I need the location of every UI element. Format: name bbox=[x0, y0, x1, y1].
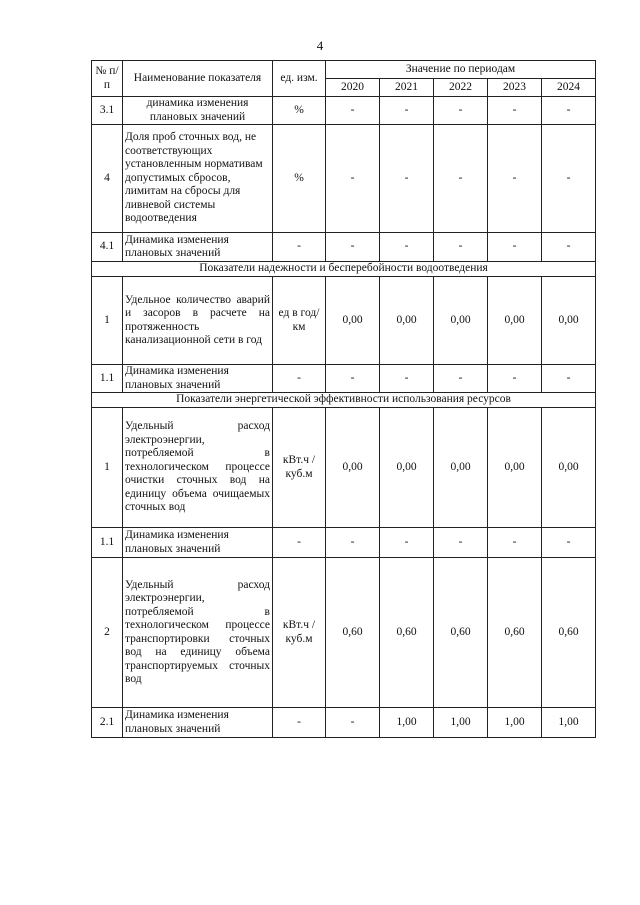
value-cell: 0,00 bbox=[488, 408, 542, 528]
section-title: Показатели надежности и бесперебойности водоотведения bbox=[92, 262, 596, 277]
value-cell: - bbox=[434, 528, 488, 558]
header-year: 2020 bbox=[326, 79, 380, 97]
page-number: 4 bbox=[316, 38, 324, 53]
table-row bbox=[92, 365, 596, 393]
value-cell: - bbox=[542, 365, 596, 393]
value-cell: 0,60 bbox=[380, 558, 434, 708]
value-cell: - bbox=[488, 125, 542, 233]
table-row bbox=[92, 408, 596, 528]
indicator-name: Динамика изменения плановых значений bbox=[123, 233, 273, 262]
value-cell: - bbox=[380, 125, 434, 233]
row-number: 3.1 bbox=[92, 97, 123, 125]
unit-cell: - bbox=[273, 233, 326, 262]
value-cell: 1,00 bbox=[542, 708, 596, 738]
row-number: 4.1 bbox=[92, 233, 123, 262]
value-cell: - bbox=[326, 528, 380, 558]
header-year: 2021 bbox=[380, 79, 434, 97]
value-cell: - bbox=[434, 97, 488, 125]
value-cell: - bbox=[434, 233, 488, 262]
value-cell: - bbox=[488, 365, 542, 393]
header-year: 2024 bbox=[542, 79, 596, 97]
header-name: Наименование показателя bbox=[123, 61, 273, 97]
value-cell: - bbox=[380, 97, 434, 125]
table-row bbox=[92, 233, 596, 262]
header-periods: Значение по периодам bbox=[326, 61, 596, 79]
table-row bbox=[92, 97, 596, 125]
value-cell: 0,00 bbox=[326, 408, 380, 528]
indicators-table bbox=[91, 60, 596, 738]
value-cell: 0,60 bbox=[542, 558, 596, 708]
value-cell: - bbox=[326, 365, 380, 393]
value-cell: 0,00 bbox=[380, 408, 434, 528]
unit-cell: кВт.ч / куб.м bbox=[273, 408, 326, 528]
value-cell: 1,00 bbox=[380, 708, 434, 738]
indicator-name: Удельное количество аварий и засоров в расчете на протяженность канализационной сети в год bbox=[123, 277, 273, 365]
header-year: 2022 bbox=[434, 79, 488, 97]
value-cell: - bbox=[542, 125, 596, 233]
unit-cell: % bbox=[273, 125, 326, 233]
value-cell: - bbox=[434, 365, 488, 393]
value-cell: - bbox=[380, 528, 434, 558]
value-cell: - bbox=[488, 528, 542, 558]
indicator-name: Удельный расход электроэнергии, потребляемой в технологическом процессе очистки сточных вод на единицу объема очищаемых сточных вод bbox=[123, 408, 273, 528]
header-num: № п/п bbox=[92, 61, 123, 97]
table-row bbox=[92, 528, 596, 558]
row-number: 4 bbox=[92, 125, 123, 233]
table-row bbox=[92, 125, 596, 233]
value-cell: 0,00 bbox=[434, 408, 488, 528]
value-cell: - bbox=[488, 97, 542, 125]
value-cell: 0,00 bbox=[542, 408, 596, 528]
indicator-name: динамика изменения плановых значений bbox=[123, 97, 273, 125]
value-cell: 1,00 bbox=[488, 708, 542, 738]
section-title: Показатели энергетической эффективности использования ресурсов bbox=[92, 393, 596, 408]
value-cell: - bbox=[326, 125, 380, 233]
value-cell: - bbox=[434, 125, 488, 233]
row-number: 2 bbox=[92, 558, 123, 708]
unit-cell: - bbox=[273, 528, 326, 558]
header-year: 2023 bbox=[488, 79, 542, 97]
row-number: 2.1 bbox=[92, 708, 123, 738]
value-cell: - bbox=[488, 233, 542, 262]
value-cell: - bbox=[542, 528, 596, 558]
row-number: 1.1 bbox=[92, 365, 123, 393]
value-cell: - bbox=[380, 365, 434, 393]
value-cell: 0,60 bbox=[326, 558, 380, 708]
indicator-name: Удельный расход электроэнергии, потребляемой в технологическом процессе транспортировки сточных вод на единицу объема транспортируемых сточных вод bbox=[123, 558, 273, 708]
value-cell: - bbox=[326, 97, 380, 125]
unit-cell: % bbox=[273, 97, 326, 125]
value-cell: 0,00 bbox=[326, 277, 380, 365]
row-number: 1 bbox=[92, 408, 123, 528]
section-row bbox=[92, 393, 596, 408]
indicator-name: Динамика изменения плановых значений bbox=[123, 708, 273, 738]
unit-cell: - bbox=[273, 708, 326, 738]
value-cell: - bbox=[326, 233, 380, 262]
table-row bbox=[92, 277, 596, 365]
table-row bbox=[92, 558, 596, 708]
header-unit: ед. изм. bbox=[273, 61, 326, 97]
value-cell: 0,00 bbox=[380, 277, 434, 365]
value-cell: 0,00 bbox=[542, 277, 596, 365]
unit-cell: кВт.ч / куб.м bbox=[273, 558, 326, 708]
indicator-name: Динамика изменения плановых значений bbox=[123, 365, 273, 393]
section-row bbox=[92, 262, 596, 277]
value-cell: 0,00 bbox=[434, 277, 488, 365]
indicator-name: Доля проб сточных вод, не соответствующих установленным нормативам допустимых сбросов, лимитам на сбросы для ливневой системы водоотведения bbox=[123, 125, 273, 233]
value-cell: - bbox=[326, 708, 380, 738]
value-cell: - bbox=[542, 97, 596, 125]
indicator-name: Динамика изменения плановых значений bbox=[123, 528, 273, 558]
row-number: 1 bbox=[92, 277, 123, 365]
unit-cell: ед в год/ км bbox=[273, 277, 326, 365]
value-cell: 1,00 bbox=[434, 708, 488, 738]
value-cell: 0,60 bbox=[434, 558, 488, 708]
value-cell: 0,00 bbox=[488, 277, 542, 365]
table-body bbox=[92, 97, 596, 738]
value-cell: - bbox=[380, 233, 434, 262]
value-cell: - bbox=[542, 233, 596, 262]
value-cell: 0,60 bbox=[488, 558, 542, 708]
unit-cell: - bbox=[273, 365, 326, 393]
row-number: 1.1 bbox=[92, 528, 123, 558]
table-row bbox=[92, 708, 596, 738]
